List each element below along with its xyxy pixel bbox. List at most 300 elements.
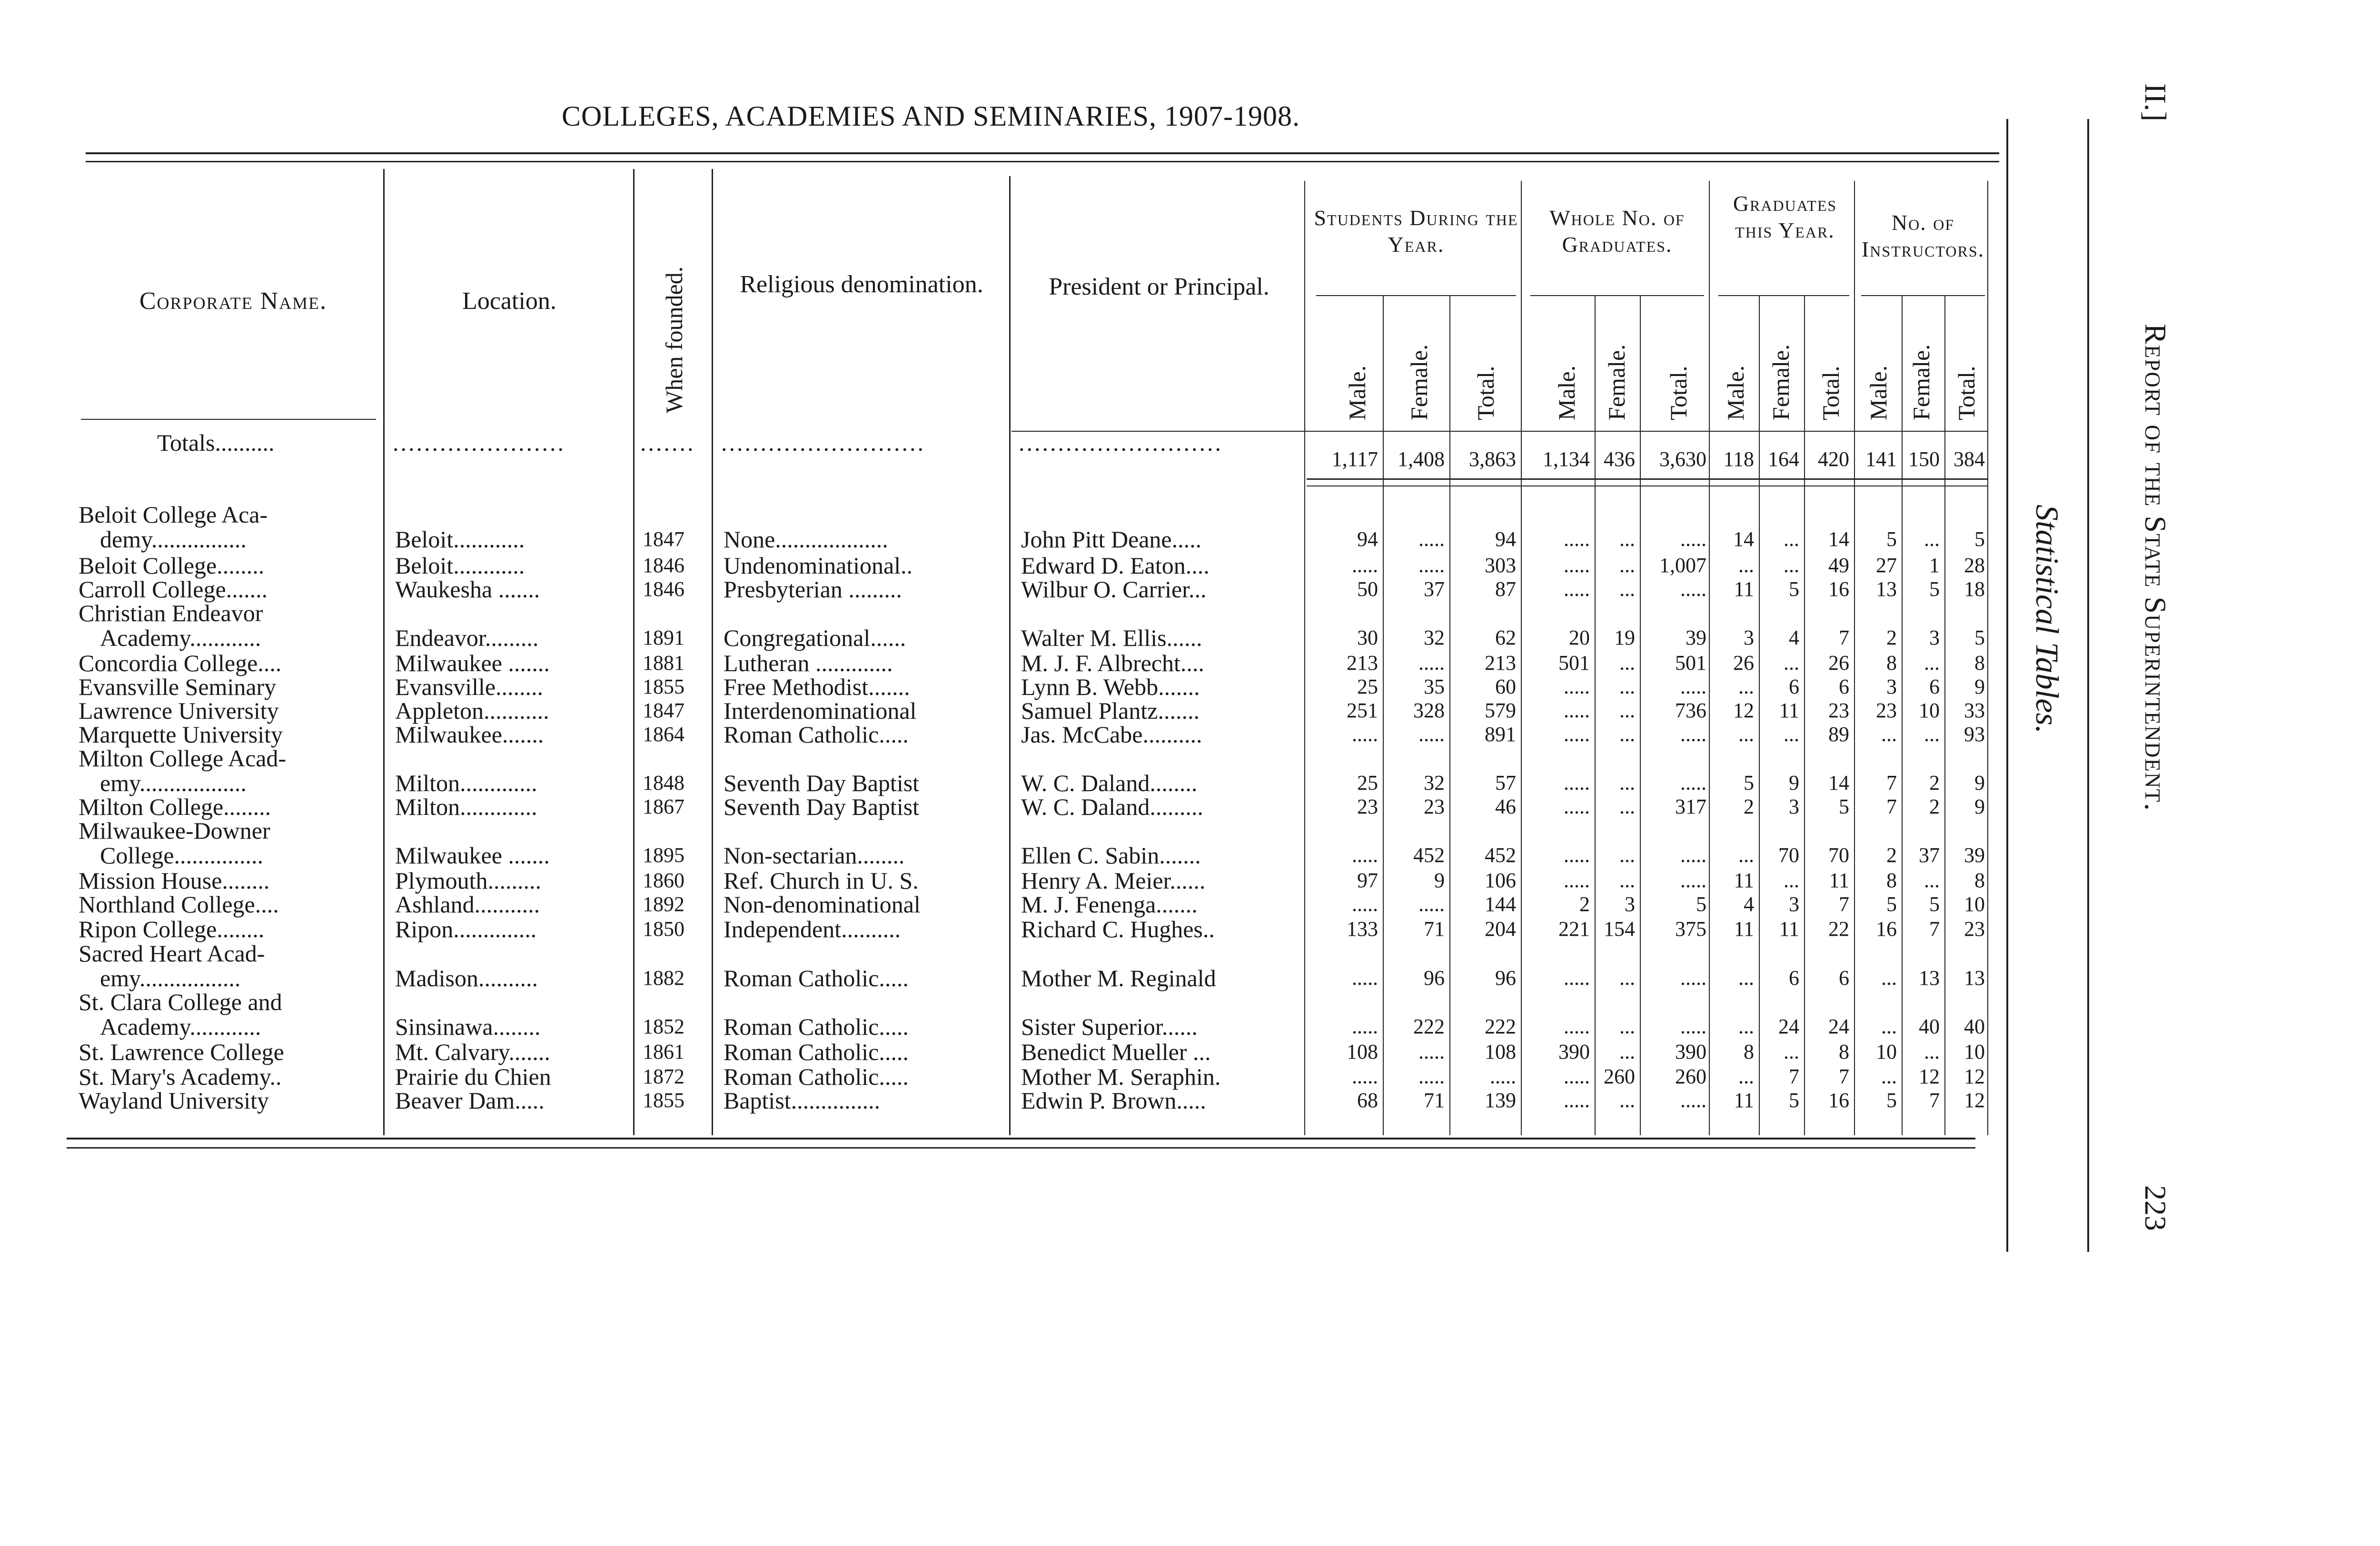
graduates-male: 12 [1733,699,1754,722]
graduates-male: 11 [1734,917,1754,941]
religious-denomination: Free Methodist....... [724,674,910,700]
instructors-total: 12 [1964,1089,1985,1112]
group-underline [1861,295,1985,296]
graduates-female: ... [1784,869,1799,892]
corporate-name: Beloit College........ [79,552,265,579]
sub-header-female: Female. [1908,344,1934,420]
students-female: ..... [1418,1065,1445,1088]
whole-female: ... [1619,651,1635,674]
president: W. C. Daland......... [1021,793,1203,820]
students-male: ..... [1352,966,1378,990]
whole-female: ... [1619,527,1635,551]
corporate-name: Christian Endeavor [79,600,263,626]
students-total: 106 [1485,869,1516,892]
corporate-name: College............... [100,842,264,869]
corporate-name: St. Lawrence College [79,1039,284,1065]
instructors-male: 3 [1886,675,1897,698]
when-founded: 1848 [643,771,684,794]
graduates-female: ... [1784,723,1799,746]
location: Endeavor......... [395,624,539,651]
group-underline [1530,295,1704,296]
corporate-name: Northland College.... [79,891,279,918]
graduates-female: 7 [1789,1065,1799,1088]
students-total: 46 [1495,795,1516,818]
top-rule-2 [86,161,1999,162]
instructors-male: ... [1881,723,1897,746]
instructors-total: 39 [1964,843,1985,867]
whole-female: ... [1619,869,1635,892]
graduates-female: 3 [1789,795,1799,818]
when-founded: 1847 [643,699,684,722]
whole-female: 154 [1604,917,1635,941]
instructors-total: 10 [1964,892,1985,916]
graduates-total: 22 [1828,917,1849,941]
students-total: ..... [1490,1065,1516,1088]
totals-whole-total: 3,630 [1659,447,1706,471]
page-title: COLLEGES, ACADEMIES AND SEMINARIES, 1907-1908. [562,100,1300,132]
location: Plymouth......... [395,867,541,894]
students-male: ..... [1352,843,1378,867]
graduates-female: ... [1784,1040,1799,1063]
students-female: ..... [1418,527,1445,551]
president: Samuel Plantz....... [1021,697,1200,724]
corporate-name: Mission House........ [79,867,270,894]
when-founded: 1855 [643,1089,684,1112]
graduates-female: 11 [1779,917,1799,941]
students-male: ..... [1352,554,1378,577]
students-male: ..... [1352,723,1378,746]
students-male: 23 [1357,795,1378,818]
whole-male: ..... [1564,554,1590,577]
graduates-female: 3 [1789,892,1799,916]
religious-denomination: Ref. Church in U. S. [724,867,919,894]
students-total: 94 [1495,527,1516,551]
when-founded: 1846 [643,577,684,601]
instructors-female: 12 [1919,1065,1940,1088]
instructors-female: 7 [1929,917,1940,941]
graduates-total: 16 [1828,1089,1849,1112]
totals-instructors-total: 384 [1954,447,1985,471]
president: Walter M. Ellis...... [1021,624,1202,651]
president: Benedict Mueller ... [1021,1039,1211,1065]
students-total: 87 [1495,577,1516,601]
totals-whole-male: 1,134 [1543,447,1590,471]
students-female: 222 [1413,1015,1445,1038]
totals-graduates-female: 164 [1768,447,1799,471]
whole-total: 390 [1675,1040,1706,1063]
when-founded: 1881 [643,651,684,674]
whole-total: 317 [1675,795,1706,818]
graduates-female: 6 [1789,966,1799,990]
students-female: 328 [1413,699,1445,722]
instructors-male: 8 [1886,869,1897,892]
instructors-male: 7 [1886,795,1897,818]
religious-denomination: Baptist............... [724,1087,881,1114]
header-rule [81,419,376,420]
corporate-name: St. Mary's Academy.. [79,1063,282,1090]
students-male: ..... [1352,1065,1378,1088]
side-rule-2 [2087,119,2089,1252]
instructors-total: 40 [1964,1015,1985,1038]
when-founded: 1861 [643,1040,684,1063]
totals-whole-female: 436 [1604,447,1635,471]
president: John Pitt Deane..... [1021,526,1202,553]
instructors-female: 7 [1929,1089,1940,1112]
religious-denomination: Undenominational.. [724,552,913,579]
students-total: 891 [1485,723,1516,746]
students-total: 108 [1485,1040,1516,1063]
corporate-name: Sacred Heart Acad- [79,940,265,967]
when-founded: 1855 [643,675,684,698]
instructors-total: 5 [1974,527,1985,551]
students-male: 251 [1347,699,1378,722]
president: Jas. McCabe.......... [1021,721,1202,748]
graduates-total: 5 [1839,795,1849,818]
whole-male: ..... [1564,1015,1590,1038]
instructors-female: 37 [1919,843,1940,867]
students-male: ..... [1352,892,1378,916]
graduates-female: 70 [1778,843,1799,867]
location: Appleton........... [395,697,549,724]
students-female: ..... [1418,892,1445,916]
graduates-total: 7 [1839,626,1849,649]
instructors-total: 8 [1974,869,1985,892]
graduates-total: 24 [1828,1015,1849,1038]
whole-total: 1,007 [1659,554,1706,577]
students-female: 96 [1424,966,1445,990]
students-total: 452 [1485,843,1516,867]
when-founded: 1892 [643,892,684,916]
sub-header-male: Male. [1865,365,1892,420]
whole-total: ..... [1680,869,1706,892]
religious-denomination: Presbyterian ......... [724,576,902,603]
instructors-male: 5 [1886,1089,1897,1112]
whole-total: ..... [1680,843,1706,867]
whole-male: ..... [1564,843,1590,867]
whole-male: 501 [1558,651,1590,674]
group-underline [1316,295,1516,296]
instructors-female: ... [1924,869,1940,892]
location: Prairie du Chien [395,1063,551,1090]
corporate-name: Marquette University [79,721,283,748]
graduates-total: 6 [1839,966,1849,990]
side-section: II.] [2139,83,2172,121]
students-female: ..... [1418,651,1445,674]
graduates-total: 14 [1828,527,1849,551]
sub-header-total: Total. [1953,366,1980,420]
totals-leader: .......................... [721,429,925,456]
instructors-male: ... [1881,966,1897,990]
location: Evansville........ [395,674,544,700]
students-total: 303 [1485,554,1516,577]
religious-denomination: Seventh Day Baptist [724,793,920,820]
whole-male: ..... [1564,527,1590,551]
whole-total: 736 [1675,699,1706,722]
instructors-male: 7 [1886,771,1897,794]
totals-leader: ...................... [393,429,565,456]
instructors-total: 12 [1964,1065,1985,1088]
corporate-name: Beloit College Aca- [79,501,268,528]
students-female: ..... [1418,554,1445,577]
whole-male: ..... [1564,577,1590,601]
when-founded: 1872 [643,1065,684,1088]
graduates-total: 14 [1828,771,1849,794]
whole-male: ..... [1564,966,1590,990]
students-male: 25 [1357,675,1378,698]
sub-header-total: Total. [1665,366,1692,420]
students-female: 32 [1424,626,1445,649]
whole-female: ... [1619,554,1635,577]
religious-denomination: Non-denominational [724,891,921,918]
whole-male: ..... [1564,1065,1590,1088]
whole-female: ... [1619,966,1635,990]
students-total: 213 [1485,651,1516,674]
religious-denomination: Roman Catholic..... [724,1013,909,1040]
graduates-female: 5 [1789,577,1799,601]
religious-denomination: Roman Catholic..... [724,965,909,991]
whole-female: ... [1619,1015,1635,1038]
corporate-name: demy................ [100,526,247,553]
students-male: 30 [1357,626,1378,649]
col-rule-president [1009,176,1011,1135]
religious-denomination: Interdenominational [724,697,917,724]
graduates-total: 23 [1828,699,1849,722]
president: M. J. F. Albrecht.... [1021,650,1204,676]
graduates-total: 7 [1839,1065,1849,1088]
col-rule-denom [712,169,713,1135]
when-founded: 1847 [643,527,684,551]
students-female: 35 [1424,675,1445,698]
whole-total: 260 [1675,1065,1706,1088]
students-total: 139 [1485,1089,1516,1112]
side-tables: Statistical Tables. [2029,505,2065,734]
whole-male: ..... [1564,723,1590,746]
graduates-male: 14 [1733,527,1754,551]
totals-students-male: 1,117 [1331,447,1378,471]
side-rule [2006,119,2008,1252]
when-founded: 1860 [643,869,684,892]
whole-total: ..... [1680,1089,1706,1112]
instructors-total: 28 [1964,554,1985,577]
whole-female: ... [1619,675,1635,698]
instructors-male: 5 [1886,892,1897,916]
location: Beloit............ [395,526,525,553]
instructors-female: ... [1924,1040,1940,1063]
instructors-male: 5 [1886,527,1897,551]
location: Milton............. [395,770,537,796]
president: Ellen C. Sabin....... [1021,842,1201,869]
religious-denomination: Roman Catholic..... [724,1039,909,1065]
graduates-male: ... [1738,1065,1754,1088]
graduates-male: ... [1738,675,1754,698]
students-male: 50 [1357,577,1378,601]
whole-total: 39 [1686,626,1706,649]
graduates-male: 4 [1744,892,1754,916]
header-whole-group: Whole No. of Graduates. [1549,206,1685,257]
president: W. C. Daland........ [1021,770,1198,796]
when-founded: 1882 [643,966,684,990]
corporate-name: Lawrence University [79,697,279,724]
students-male: ..... [1352,1015,1378,1038]
sub-header-male: Male. [1344,365,1370,420]
students-male: 68 [1357,1089,1378,1112]
students-female: ..... [1418,1040,1445,1063]
sub-header-total: Total. [1472,366,1499,420]
whole-total: ..... [1680,1015,1706,1038]
corporate-name: Concordia College.... [79,650,282,676]
instructors-male: 8 [1886,651,1897,674]
totals-graduates-male: 118 [1723,447,1754,471]
sub-header-total: Total. [1817,366,1844,420]
whole-female: ... [1619,1040,1635,1063]
whole-male: 20 [1569,626,1590,649]
header-graduates-group: Graduates this Year. [1733,191,1837,242]
instructors-male: ... [1881,1065,1897,1088]
location: Sinsinawa........ [395,1013,541,1040]
whole-female: ... [1619,1089,1635,1112]
whole-male: ..... [1564,869,1590,892]
location: Milton............. [395,793,537,820]
president: Richard C. Hughes.. [1021,916,1215,942]
students-male: 25 [1357,771,1378,794]
top-rule [86,152,1999,154]
whole-male: 221 [1558,917,1590,941]
graduates-female: 6 [1789,675,1799,698]
graduates-male: 3 [1744,626,1754,649]
president: Sister Superior...... [1021,1013,1198,1040]
whole-female: 19 [1614,626,1635,649]
when-founded: 1895 [643,843,684,867]
when-founded: 1846 [643,554,684,577]
graduates-total: 6 [1839,675,1849,698]
graduates-female: 24 [1778,1015,1799,1038]
whole-female: ... [1619,771,1635,794]
religious-denomination: Independent.......... [724,916,901,942]
instructors-total: 93 [1964,723,1985,746]
instructors-female: 6 [1929,675,1940,698]
students-male: 213 [1347,651,1378,674]
religious-denomination: Seventh Day Baptist [724,770,920,796]
header-students-group: Students During the Year. [1314,206,1518,257]
graduates-male: 11 [1734,577,1754,601]
sub-header-male: Male. [1722,365,1749,420]
instructors-female: 5 [1929,577,1940,601]
president: Edwin P. Brown..... [1021,1087,1206,1114]
instructors-total: 18 [1964,577,1985,601]
graduates-total: 8 [1839,1040,1849,1063]
instructors-female: ... [1924,527,1940,551]
corporate-name: Ripon College........ [79,916,265,942]
whole-female: 260 [1604,1065,1635,1088]
religious-denomination: Lutheran ............. [724,650,893,676]
location: Mt. Calvary....... [395,1039,550,1065]
graduates-total: 70 [1828,843,1849,867]
students-female: 452 [1413,843,1445,867]
location: Madison.......... [395,965,538,991]
instructors-total: 10 [1964,1040,1985,1063]
students-female: ..... [1418,723,1445,746]
corporate-name: emy................. [100,965,241,991]
graduates-female: 4 [1789,626,1799,649]
totals-students-total: 3,863 [1469,447,1516,471]
totals-leader: .......................... [1019,429,1223,456]
whole-female: ... [1619,723,1635,746]
whole-male: 390 [1558,1040,1590,1063]
instructors-male: 16 [1876,917,1897,941]
whole-female: ... [1619,577,1635,601]
totals-label: Totals.......... [157,429,275,456]
students-total: 96 [1495,966,1516,990]
instructors-female: ... [1924,723,1940,746]
instructors-total: 5 [1974,626,1985,649]
instructors-total: 13 [1964,966,1985,990]
header-religious: Religious denomination. [740,271,983,298]
religious-denomination: Roman Catholic..... [724,1063,909,1090]
instructors-female: 40 [1919,1015,1940,1038]
corporate-name: St. Clara College and [79,989,282,1015]
students-total: 144 [1485,892,1516,916]
whole-total: 375 [1675,917,1706,941]
graduates-female: ... [1784,527,1799,551]
graduates-male: 5 [1744,771,1754,794]
students-female: 32 [1424,771,1445,794]
whole-total: ..... [1680,577,1706,601]
religious-denomination: Roman Catholic..... [724,721,909,748]
graduates-total: 16 [1828,577,1849,601]
corporate-name: Evansville Seminary [79,674,277,700]
whole-female: ... [1619,795,1635,818]
totals-rule [1307,478,1987,480]
whole-total: ..... [1680,675,1706,698]
instructors-male: 13 [1876,577,1897,601]
bottom-rule-2 [67,1147,1975,1149]
graduates-male: 26 [1733,651,1754,674]
header-instructors-group: No. of Instructors. [1861,210,1985,261]
corporate-name: emy.................. [100,770,247,796]
instructors-female: 13 [1919,966,1940,990]
instructors-total: 9 [1974,771,1985,794]
students-male: 97 [1357,869,1378,892]
instructors-male: 27 [1876,554,1897,577]
instructors-total: 23 [1964,917,1985,941]
page-number: 223 [2139,1185,2172,1231]
corporate-name: Milton College........ [79,793,271,820]
graduates-total: 89 [1828,723,1849,746]
graduates-total: 7 [1839,892,1849,916]
header-president: President or Principal. [1049,273,1269,300]
bottom-rule [67,1138,1975,1140]
students-male: 94 [1357,527,1378,551]
when-founded: 1864 [643,723,684,746]
whole-total: 5 [1696,892,1706,916]
corporate-name: Milton College Acad- [79,745,287,772]
students-total: 57 [1495,771,1516,794]
instructors-female: 3 [1929,626,1940,649]
whole-male: ..... [1564,795,1590,818]
location: Milwaukee ....... [395,650,550,676]
when-founded: 1850 [643,917,684,941]
religious-denomination: None................... [724,526,888,553]
instructors-total: 9 [1974,675,1985,698]
whole-total: ..... [1680,966,1706,990]
students-female: 23 [1424,795,1445,818]
corporate-name: Carroll College....... [79,576,268,603]
instructors-male: 10 [1876,1040,1897,1063]
graduates-male: ... [1738,554,1754,577]
header-location: Location. [462,287,556,315]
president: M. J. Fenenga....... [1021,891,1198,918]
corporate-name: Academy............ [100,624,261,651]
